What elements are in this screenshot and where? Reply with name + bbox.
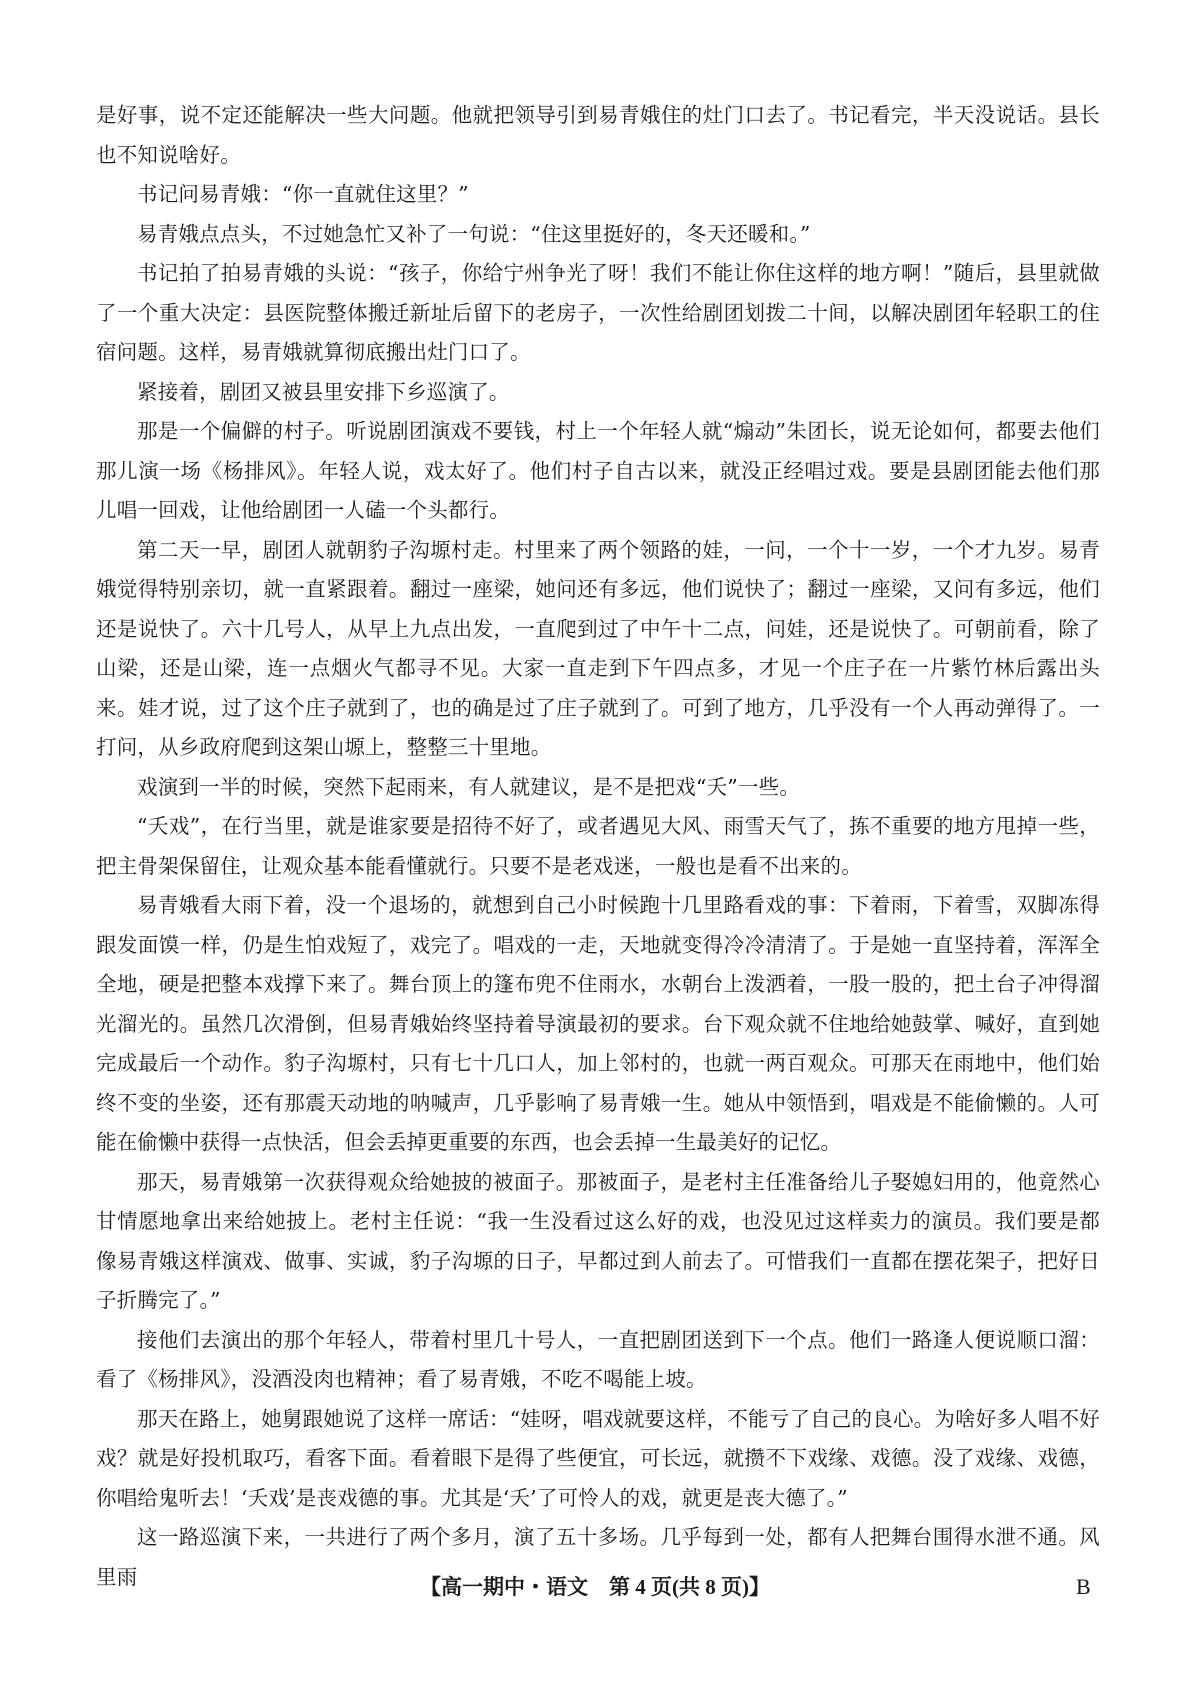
paragraph: 那是一个偏僻的村子。听说剧团演戏不要钱，村上一个年轻人就“煽动”朱团长，说无论如何，都要去他们那儿演一场《杨排风》。年轻人说，戏太好了。他们村子自古以来，就没正经唱过戏。要是县剧团能去他们那儿唱一回戏，让他给剧团一人磕一个头都行。 [96, 419, 1100, 522]
paragraph-continues: 这一路巡演下来，一共进行了两个多月，演了五十多场。几乎每到一处，都有人把舞台围得水泄不通。风里雨 [96, 1525, 1100, 1589]
paragraph: 易青娥看大雨下着，没一个退场的，就想到自己小时候跑十几里路看戏的事：下着雨，下着雪，双脚冻得跟发面馍一样，仍是生怕戏短了，戏完了。唱戏的一走，天地就变得冷冷清清了。于是她一直坚持着，浑浑全全地，硬是把整本戏撑下来了。舞台顶上的篷布兜不住雨水，水朝台上泼洒着，一股一股的，把土台子冲得溜光溜光的。虽然几次滑倒，但易青娥始终坚持着导演最初的要求。台下观众就不住地给她鼓掌、喊好，直到她完成最后一个动作。豹子沟塬村，只有七十几口人，加上邻村的，也就一两百观众。可那天在雨地中，他们始终不变的坐姿，还有那震天动地的呐喊声，几乎影响了易青娥一生。她从中领悟到，唱戏是不能偷懒的。人可能在偷懒中获得一点快活，但会丢掉更重要的东西，也会丢掉一生最美好的记忆。 [96, 893, 1100, 1154]
paragraph: 书记拍了拍易青娥的头说：“孩子，你给宁州争光了呀！我们不能让你住这样的地方啊！”随后，县里就做了一个重大决定：县医院整体搬迁新址后留下的老房子，一次性给剧团划拨二十间，以解决剧团年轻职工的住宿问题。这样，易青娥就算彻底搬出灶门口了。 [96, 261, 1100, 364]
version-mark: B [1076, 1574, 1091, 1599]
document-body [96, 96, 1100, 1596]
paragraph-continuation: 是好事，说不定还能解决一些大问题。他就把领导引到易青娥住的灶门口去了。书记看完，半天没说话。县长也不知说啥好。 [96, 103, 1100, 167]
paragraph: 第二天一早，剧团人就朝豹子沟塬村走。村里来了两个领路的娃，一问，一个十一岁，一个才九岁。易青娥觉得特别亲切，就一直紧跟着。翻过一座梁，她问还有多远，他们说快了；翻过一座梁，又问有多远，他们还是说快了。六十几号人，从早上九点出发，一直爬到过了中午十二点，问娃，还是说快了。可朝前看，除了山梁，还是山梁，连一点烟火气都寻不见。大家一直走到下午四点多，才见一个庄子在一片紫竹林后露出头来。娃才说，过了这个庄子就到了，也的确是过了庄子就到了。可到了地方，几乎没有一个人再动弹得了。一打问，从乡政府爬到这架山塬上，整整三十里地。 [96, 537, 1100, 759]
page-footer [0, 1572, 1190, 1612]
paragraph: 接他们去演出的那个年轻人，带着村里几十号人，一直把剧团送到下一个点。他们一路逢人便说顺口溜：看了《杨排风》，没酒没肉也精神；看了易青娥，不吃不喝能上坡。 [96, 1327, 1100, 1391]
paragraph: 那天，易青娥第一次获得观众给她披的被面子。那被面子，是老村主任准备给儿子娶媳妇用的，他竟然心甘情愿地拿出来给她披上。老村主任说：“我一生没看过这么好的戏，也没见过这样卖力的演员。我们要是都像易青娥这样演戏、做事、实诚，豹子沟塬的日子，早都过到人前去了。可惜我们一直都在摆花架子，把好日子折腾完了。” [96, 1169, 1100, 1312]
paragraph: “夭戏”，在行当里，就是谁家要是招待不好了，或者遇见大风、雨雪天气了，拣不重要的地方甩掉一些，把主骨架保留住，让观众基本能看懂就行。只要不是老戏迷，一般也是看不出来的。 [96, 814, 1100, 878]
page-number-label: 【高一期中・语文 第 4 页(共 8 页)】 [420, 1575, 770, 1599]
paragraph: 戏演到一半的时候，突然下起雨来，有人就建议，是不是把戏“夭”一些。 [137, 774, 801, 799]
paragraph: 紧接着，剧团又被县里安排下乡巡演了。 [137, 379, 510, 404]
paragraph: 书记问易青娥：“你一直就住这里？” [137, 182, 469, 206]
paragraph: 易青娥点点头，不过她急忙又补了一句说：“住这里挺好的，冬天还暖和。” [137, 221, 811, 246]
paragraph: 那天在路上，她舅跟她说了这样一席话：“娃呀，唱戏就要这样，不能亏了自己的良心。为啥好多人唱不好戏？就是好投机取巧，看客下面。看着眼下是得了些便宜，可长远，就攒不下戏缘、戏德。没了戏缘、戏德，你唱给鬼听去！‘夭戏’是丧戏德的事。尤其是‘夭’了可怜人的戏，就更是丧大德了。” [96, 1406, 1100, 1510]
